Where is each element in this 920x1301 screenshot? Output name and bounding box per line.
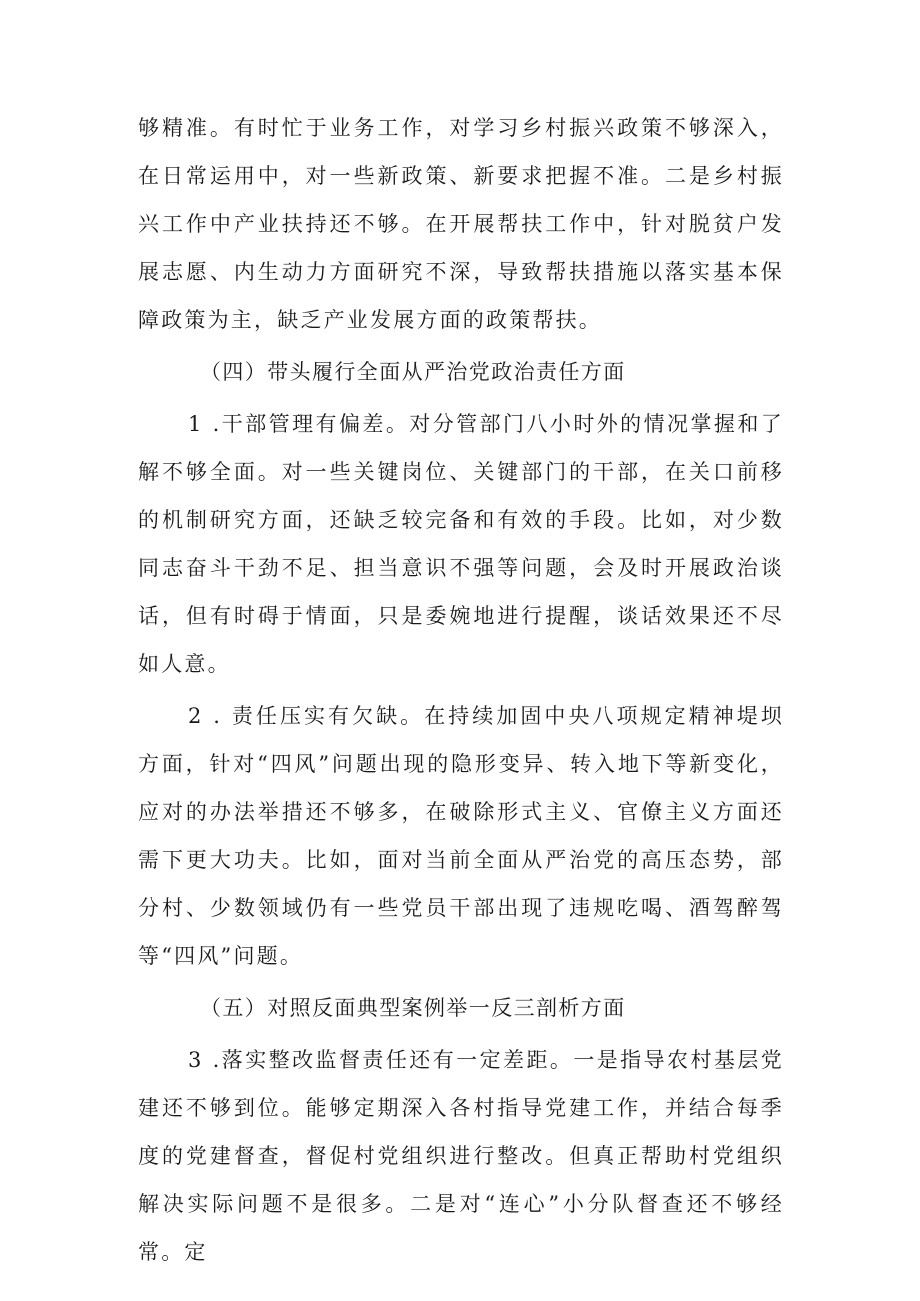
section-heading-four: （四）带头履行全面从严治党政治责任方面 [200,360,626,384]
paragraph-continuation: 够精准。有时忙于业务工作，对学习乡村振兴政策不够深入，在日常运用中，对一些新政策、新要求把握不准。二是乡村振兴工作中产业扶持还不够。在开展帮扶工作中，针对脱贫户发展志愿、内生动力方面研究不深，导致帮扶措施以落实基本保障政策为主，缺乏产业发展方面的政策帮扶。 [138,116,784,332]
document-body [138,104,784,1276]
section-heading-five: （五）对照反面典型案例举一反三剖析方面 [200,996,626,1020]
paragraph-item-3: 3 .落实整改监督责任还有一定差距。一是指导农村基层党建还不够到位。能够定期深入各村指导党建工作，并结合每季度的党建督查，督促村党组织进行整改。但真正帮助村党组织解决实际问题不是很多。二是对“连心”小分队督查还不够经常。定 [138,1048,784,1264]
paragraph-item-2: 2 . 责任压实有欠缺。在持续加固中央八项规定精神堤坝方面，针对“四风”问题出现的隐形变异、转入地下等新变化，应对的办法举措还不够多，在破除形式主义、官僚主义方面还需下更大功夫。比如，面对当前全面从严治党的高压态势，部分村、少数领域仍有一些党员干部出现了违规吃喝、酒驾醉驾等“四风”问题。 [138,704,784,968]
paragraph-item-1: 1 .干部管理有偏差。对分管部门八小时外的情况掌握和了解不够全面。对一些关键岗位、关键部门的干部，在关口前移的机制研究方面，还缺乏较完备和有效的手段。比如，对少数同志奋斗干劲不足、担当意识不强等问题，会及时开展政治谈话，但有时碍于情面，只是委婉地进行提醒，谈话效果还不尽如人意。 [138,412,784,676]
